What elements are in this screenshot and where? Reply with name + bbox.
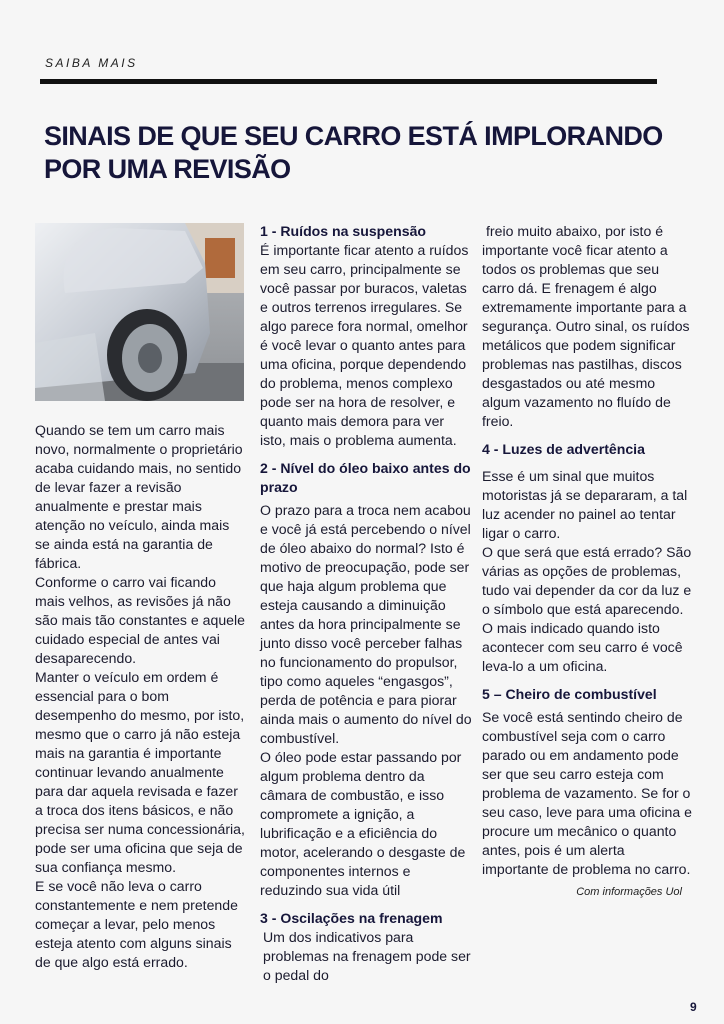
paragraph: freio muito abaixo, por isto é importante você ficar atento a todos os problemas que seu carro dá. E frenagem é algo extremamente importante para a segurança. Outro sinal, os ruídos metálicos que podem significar problemas nas pastilhas, discos desgastados ou até mesmo algum vazamento no fluído de freio. <box>482 223 690 429</box>
section-heading-2: 2 - Nível do óleo baixo antes do prazo <box>260 460 471 495</box>
paragraph: Esse é um sinal que muitos motoristas já se depararam, a tal luz acender no painel ao tentar ligar o carro. <box>482 468 688 541</box>
page-number: 9 <box>690 1000 697 1014</box>
paragraph: Conforme o carro vai ficando mais velhos, as revisões já não são mais tão constantes e aquele cuidado especial de antes vai desaparecendo. <box>35 574 245 666</box>
paragraph: O prazo para a troca nem acabou e você já está percebendo o nível de óleo abaixo do normal? Isto é motivo de preocupação, pode ser que haja algum problema que esteja causando a diminuição antes da hora principalmente se junto disso você perceber falhas no funcionamento do propulsor, tipo como aqueles “engasgos”, perda de potência e para piorar ainda mais o aumento do nível do combustível. <box>260 502 472 746</box>
paragraph: O que será que está errado? São várias as opções de problemas, tudo vai depender da cor da luz e o símbolo que está aparecendo. O mais indicado quando isto acontecer com seu carro é você leva-lo a um oficina. <box>482 544 692 674</box>
paragraph: E se você não leva o carro constantemente e nem pretende começar a levar, pelo menos esteja atento com alguns sinais de que algo está errado. <box>35 878 238 970</box>
column-2 <box>260 222 472 985</box>
column-1 <box>35 421 247 972</box>
section-heading-5: 5 – Cheiro de combustível <box>482 686 657 702</box>
paragraph: É importante ficar atento a ruídos em seu carro, principalmente se você passar por buracos, valetas e outros terrenos irregulares. Se algo parece fora normal, omelhor é você levar o quanto antes para uma oficina, porque dependendo do problema, menos complexo pode ser na hora de resolver, e quanto mais demora para ver isto, mais o problema aumenta. <box>260 242 469 448</box>
paragraph: O óleo pode estar passando por algum problema dentro da câmara de combustão, e isso compromete a ignição, a lubrificação e a eficiência do motor, acelerando o desgaste de componentes internos e reduzindo sua vida útil <box>260 749 466 898</box>
paragraph: Quando se tem um carro mais novo, normalmente o proprietário acaba cuidando mais, no sentido de levar fazer a revisão anualmente e prestar mais atenção no veículo, ainda mais se ainda está na garantia de fábrica. <box>35 422 243 571</box>
section-label: SAIBA MAIS <box>45 56 138 70</box>
article-title: SINAIS DE QUE SEU CARRO ESTÁ IMPLORANDO POR UMA REVISÃO <box>44 121 663 184</box>
column-3 <box>482 222 694 879</box>
section-heading-4: 4 - Luzes de advertência <box>482 441 645 457</box>
source-credit: Com informações Uol <box>576 886 682 898</box>
car-wheel-photo <box>35 223 244 401</box>
section-heading-1: 1 - Ruídos na suspensão <box>260 223 427 239</box>
paragraph: Manter o veículo em ordem é essencial para o bom desempenho do mesmo, por isto, mesmo que o carro já não esteja mais na garantia é importante continuar levando anualmente para dar aquela revisada e fazer a troca dos itens básicos, e não precisa ser numa concessionária, pode ser uma oficina que seja de sua confiança mesmo. <box>35 669 245 875</box>
paragraph: Um dos indicativos para problemas na frenagem pode ser o pedal do <box>263 929 471 983</box>
section-heading-3: 3 - Oscilações na frenagem <box>260 910 443 926</box>
paragraph: Se você está sentindo cheiro de combustível seja com o carro parado ou em andamento pode ser que seu carro esteja com problema de vazamento. Se for o seu caso, leve para uma oficina e procure um mecânico o quanto antes, pois é um alerta importante de problema no carro. <box>482 709 692 877</box>
header-rule <box>40 79 657 84</box>
